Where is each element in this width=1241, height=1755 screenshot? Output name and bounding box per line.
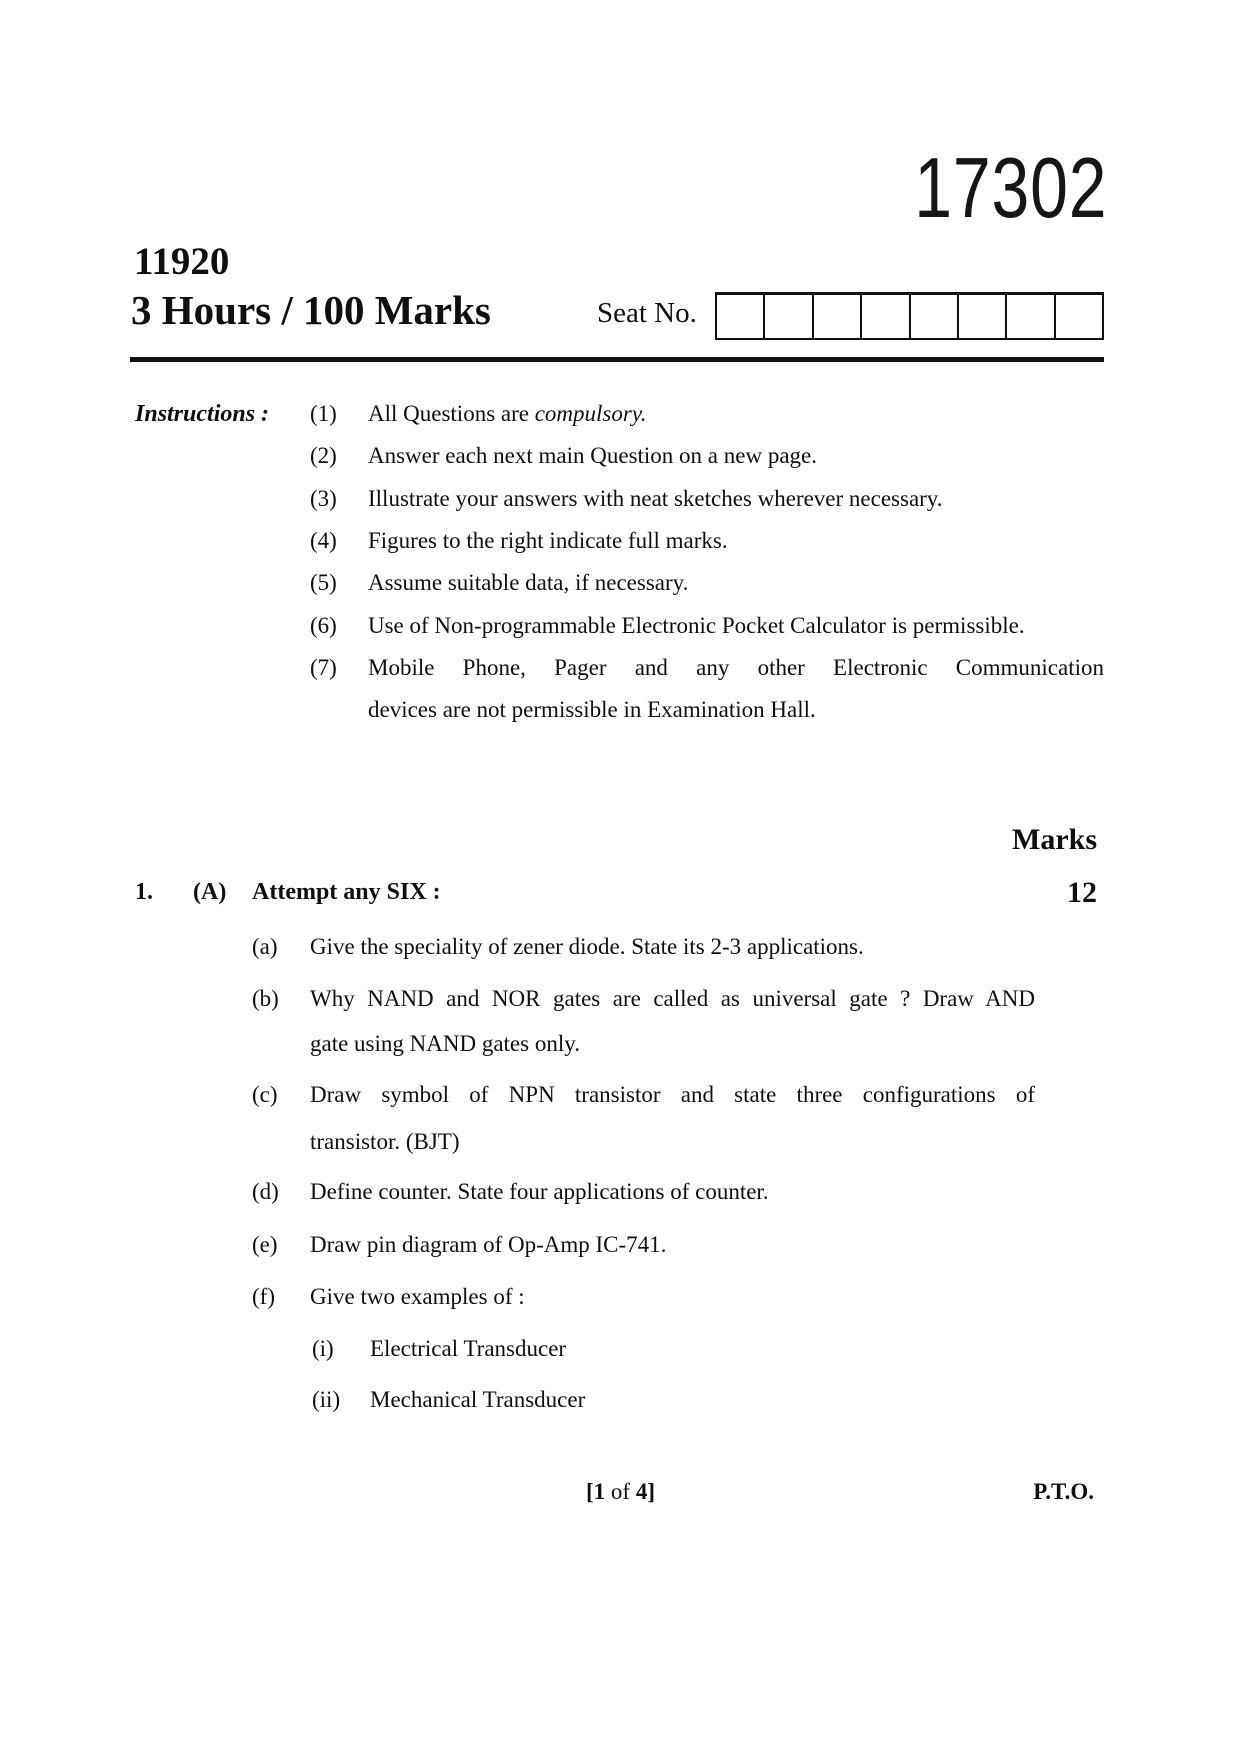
subquestion-text: transistor. (BJT) (310, 1129, 460, 1154)
instruction-number: (4) (310, 528, 337, 553)
instruction-item-3 (0, 487, 1241, 517)
instructions-label: Instructions : (135, 401, 270, 427)
example-text: Mechanical Transducer (370, 1387, 586, 1412)
instruction-item-4 (0, 529, 1241, 559)
instruction-number: (6) (310, 613, 337, 638)
subquestion-text: Define counter. State four applications of counter. (310, 1179, 769, 1204)
subquestion-text: Give the speciality of zener diode. State its 2-3 applications. (310, 934, 864, 959)
subquestion-letter: (b) (252, 986, 279, 1011)
instruction-item-7-line-1 (0, 656, 1241, 686)
instruction-number: (2) (310, 443, 337, 468)
instruction-number: (3) (310, 486, 337, 511)
subquestion-text: Draw symbol of NPN transistor and state three configurations of (310, 1082, 1035, 1107)
exam-code: 17302 (913, 141, 1107, 236)
page-number-open: [1 (585, 1479, 606, 1504)
example-number: (i) (312, 1336, 334, 1361)
seat-cell (812, 295, 860, 338)
question-title: Attempt any SIX : (252, 879, 441, 905)
instruction-text: Mobile Phone, Pager and any other Electronic Communication (368, 655, 1104, 680)
subquestion-c-line-1 (0, 1083, 1241, 1113)
subquestion-letter: (c) (252, 1082, 278, 1107)
header-divider-rule (130, 357, 1104, 362)
seat-cell (860, 295, 908, 338)
subquestion-text: Why NAND and NOR gates are called as universal gate ? Draw AND (310, 986, 1035, 1011)
seat-number-boxes (715, 292, 1104, 340)
instruction-number: (7) (310, 655, 337, 680)
question-number: 1. (135, 879, 153, 905)
subquestion-text: Give two examples of : (310, 1284, 525, 1309)
instruction-text-italic: compulsory. (534, 401, 647, 426)
instruction-item-6 (0, 614, 1241, 644)
subquestion-f (0, 1285, 1241, 1315)
instruction-item-5 (0, 571, 1241, 601)
page-number-close: 4] (635, 1479, 655, 1504)
subquestion-b-line-2 (0, 1032, 1241, 1062)
instruction-text: Illustrate your answers with neat sketches wherever necessary. (368, 486, 943, 511)
seat-cell (717, 295, 763, 338)
instruction-item-7-line-2 (0, 698, 1241, 728)
duration-and-total-marks: 3 Hours / 100 Marks (131, 287, 491, 333)
question-1-marks-value: 12 (1067, 876, 1097, 909)
instruction-text-normal: All Questions are (368, 401, 535, 426)
seat-cell (1054, 295, 1102, 338)
subquestion-letter: (f) (252, 1284, 275, 1309)
instruction-text: Use of Non-programmable Electronic Pocket Calculator is permissible. (368, 613, 1025, 638)
subquestion-letter: (e) (252, 1232, 278, 1257)
subquestion-letter: (a) (252, 934, 278, 959)
instruction-text: Assume suitable data, if necessary. (368, 570, 689, 595)
instruction-number: (1) (310, 401, 337, 426)
subquestion-c-line-2 (0, 1130, 1241, 1160)
example-item-i (0, 1337, 1241, 1367)
instruction-text: Answer each next main Question on a new page. (368, 443, 817, 468)
instruction-text: Figures to the right indicate full marks. (368, 528, 728, 553)
paper-code: 11920 (134, 240, 230, 283)
seat-cell (957, 295, 1005, 338)
subquestion-b-line-1 (0, 987, 1241, 1017)
seat-cell (909, 295, 957, 338)
subquestion-d (0, 1180, 1241, 1210)
seat-cell (1005, 295, 1053, 338)
question-part-label: (A) (193, 879, 227, 905)
subquestion-e (0, 1233, 1241, 1263)
subquestion-a (0, 935, 1241, 965)
instruction-text (368, 402, 647, 425)
subquestion-text: gate using NAND gates only. (310, 1031, 580, 1056)
pto-label: P.T.O. (1033, 1479, 1094, 1504)
subquestion-letter: (d) (252, 1179, 279, 1204)
page-number-of: of (605, 1479, 636, 1504)
example-item-ii (0, 1388, 1241, 1418)
instruction-text: devices are not permissible in Examination Hall. (368, 697, 816, 722)
subquestion-text: Draw pin diagram of Op-Amp IC-741. (310, 1232, 667, 1257)
marks-column-header: Marks (1012, 823, 1097, 856)
instruction-item-1 (0, 402, 1241, 432)
instruction-item-2 (0, 444, 1241, 474)
example-text: Electrical Transducer (370, 1336, 567, 1361)
instruction-number: (5) (310, 570, 337, 595)
example-number: (ii) (312, 1387, 341, 1412)
seat-no-label: Seat No. (597, 297, 697, 329)
seat-cell (763, 295, 811, 338)
